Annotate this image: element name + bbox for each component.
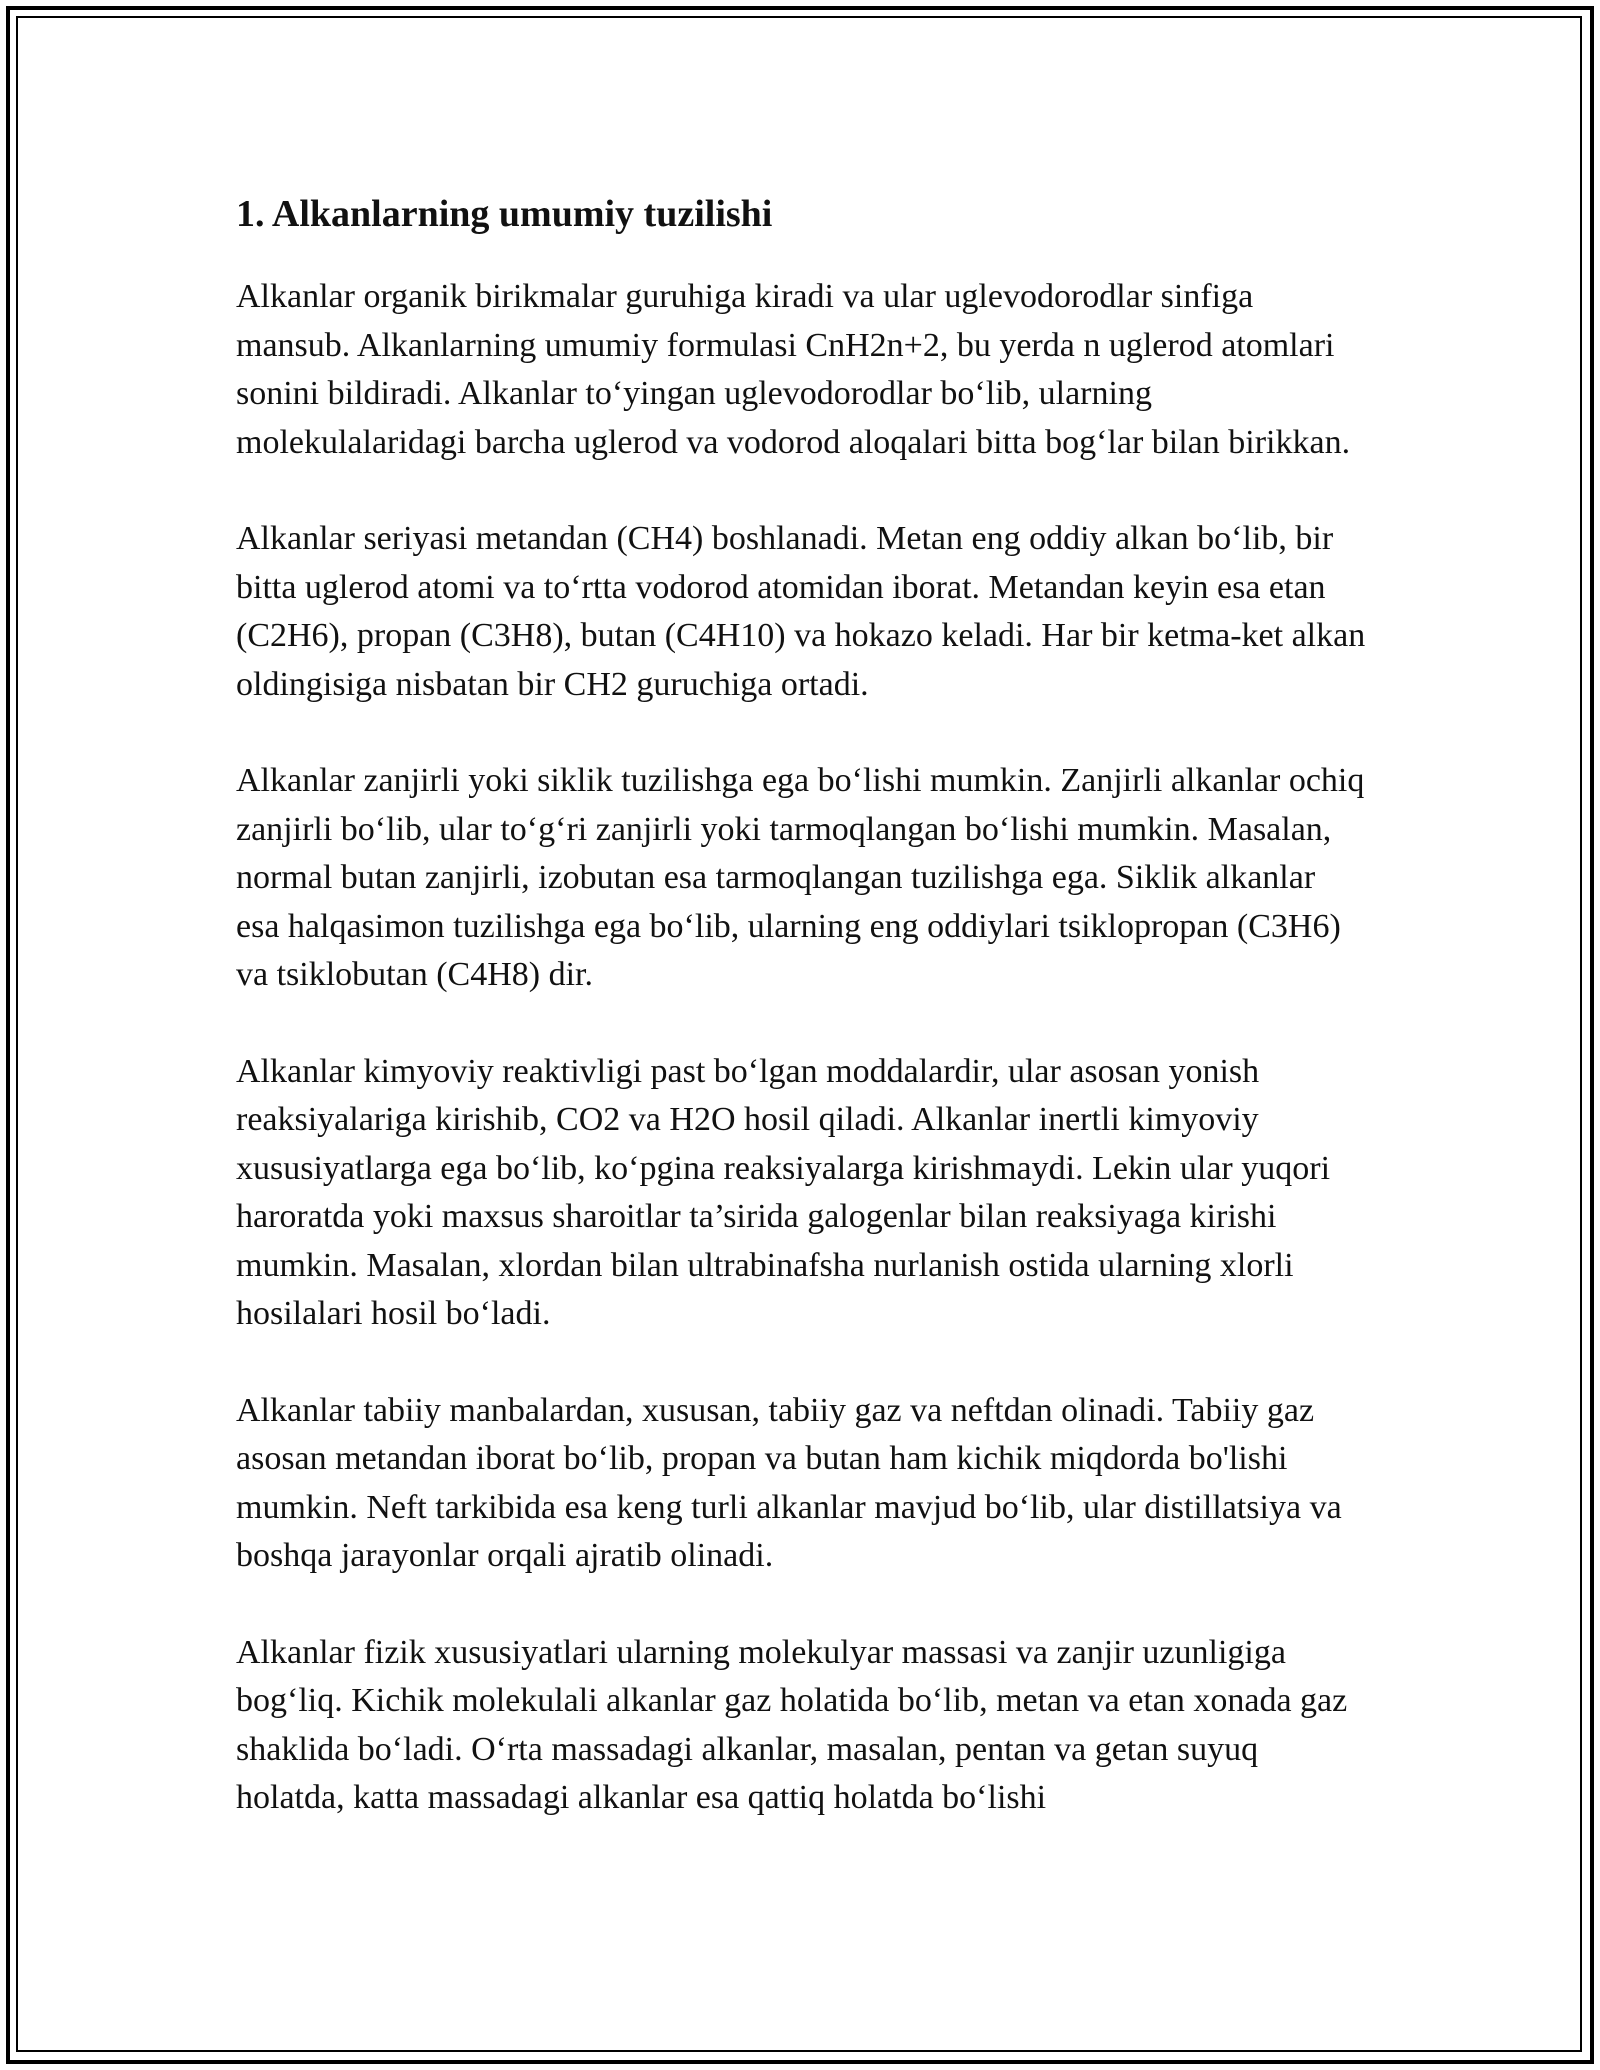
paragraph-chemical-reactivity: Alkanlar kimyoviy reaktivligi past bo‘lgan moddalardir, ular asosan yonish reaksiyalariga kirishib, CO2 va H2O hosil qiladi. Alkanlar inertli kimyoviy xususiyatlarga ega bo‘lib, ko‘pgina reaksiyalarga kirishmaydi. Lekin ular yuqori haroratda yoki maxsus sharoitlar ta’sirida galogenlar bilan reaksiyaga kirishi mumkin. Masalan, xlordan bilan ultrabinafsha nurlanish ostida ularning xlorli hosilalari hosil bo‘ladi. — [236, 1052, 1331, 1332]
paragraph-natural-sources: Alkanlar tabiiy manbalardan, xususan, tabiiy gaz va neftdan olinadi. Tabiiy gaz asosan metandan iborat bo‘lib, propan va butan ham kichik miqdorda bo'lishi mumkin. Neft tarkibida esa keng turli alkanlar mavjud bo‘lib, ular distillatsiya va boshqa jarayonlar orqali ajratib olinadi. — [236, 1391, 1342, 1574]
paragraph-chain-cyclic-structure: Alkanlar zanjirli yoki siklik tuzilishga ega bo‘lishi mumkin. Zanjirli alkanlar ochiq zanjirli bo‘lib, ular to‘g‘ri zanjirli yoki tarmoqlangan bo‘lishi mumkin. Masalan, normal butan zanjirli, izobutan esa tarmoqlangan tuzilishga ega. Siklik alkanlar esa halqasimon tuzilishga ega bo‘lib, ularning eng oddiylari tsiklopropan (C3H6) va tsiklobutan (C4H8) dir. — [236, 762, 1365, 993]
paragraph-alkane-series: Alkanlar seriyasi metandan (CH4) boshlanadi. Metan eng oddiy alkan bo‘lib, bir bitta uglerod atomi va to‘rtta vodorod atomidan iborat. Metandan keyin esa etan (C2H6), propan (C3H8), butan (C4H10) va hokazo keladi. Har bir ketma-ket alkan oldingisiga nisbatan bir CH2 guruchiga ortadi. — [236, 520, 1366, 703]
document-body — [236, 188, 1366, 1871]
paragraph-physical-properties: Alkanlar fizik xususiyatlari ularning molekulyar massasi va zanjir uzunligiga bog‘liq. Kichik molekulali alkanlar gaz holatida bo‘lib, metan va etan xonada gaz shaklida bo‘ladi. O‘rta massadagi alkanlar, masalan, pentan va getan suyuq holatda, katta massadagi alkanlar esa qattiq holatda bo‘lishi — [236, 1633, 1348, 1816]
section-title: 1. Alkanlarning umumiy tuzilishi — [236, 193, 773, 235]
paragraph-general-formula: Alkanlar organik birikmalar guruhiga kiradi va ular uglevodorodlar sinfiga mansub. Alkanlarning umumiy formulasi CnH2n+2, bu yerda n uglerod atomlari sonini bildiradi. Alkanlar to‘yingan uglevodorodlar bo‘lib, ularning molekulalaridagi barcha uglerod va vodorod aloqalari bitta bog‘lar bilan birikkan. — [236, 278, 1351, 461]
